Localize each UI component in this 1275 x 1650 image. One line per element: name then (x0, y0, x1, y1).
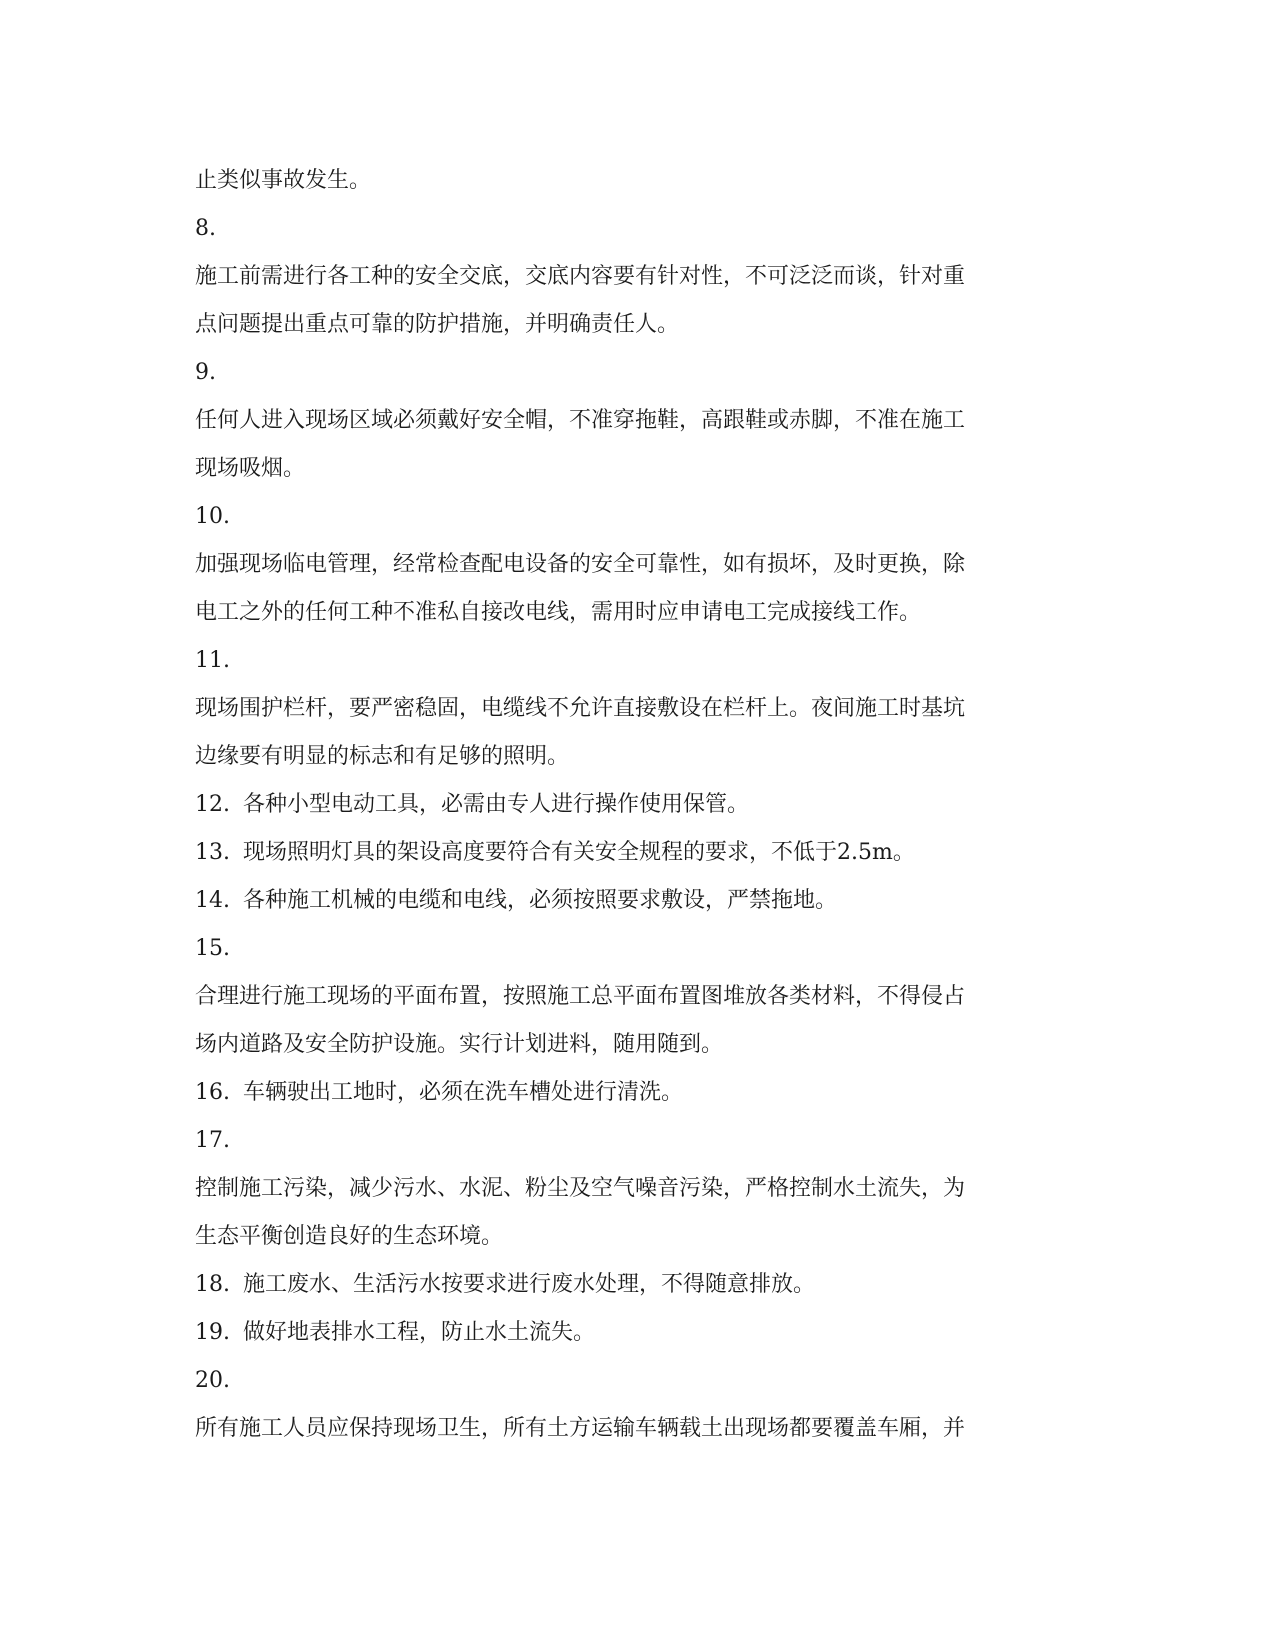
paragraph-line: 控制施工污染，减少污水、水泥、粉尘及空气噪音污染，严格控制水土流失，为 (195, 1176, 966, 1201)
item-number-line: 20. (195, 1368, 230, 1393)
item-number: 14. (195, 888, 230, 913)
list-item (195, 877, 1075, 925)
item-number-line: 17. (195, 1128, 230, 1153)
paragraph-line: 加强现场临电管理，经常检查配电设备的安全可靠性，如有损坏，及时更换，除 (195, 552, 966, 577)
list-item (195, 781, 1075, 829)
item-text: 做好地表排水工程，防止水土流失。 (243, 1320, 596, 1345)
item-number-line: 9. (195, 360, 216, 385)
paragraph-line: 施工前需进行各工种的安全交底，交底内容要有针对性，不可泛泛而谈，针对重 (195, 264, 966, 289)
paragraph-line: 现场围护栏杆，要严密稳固，电缆线不允许直接敷设在栏杆上。夜间施工时基坑 (195, 696, 966, 721)
item-number-line: 11. (195, 648, 230, 673)
list-item (195, 1069, 1075, 1117)
item-number-line: 10. (195, 504, 230, 529)
paragraph-line: 现场吸烟。 (195, 456, 306, 481)
item-text: 各种施工机械的电缆和电线，必须按照要求敷设，严禁拖地。 (243, 888, 838, 913)
item-text: 现场照明灯具的架设高度要符合有关安全规程的要求，不低于2.5m。 (243, 840, 915, 865)
item-number: 13. (195, 840, 230, 865)
paragraph-line: 任何人进入现场区域必须戴好安全帽，不准穿拖鞋，高跟鞋或赤脚，不准在施工 (195, 408, 966, 433)
paragraph-line: 合理进行施工现场的平面布置，按照施工总平面布置图堆放各类材料，不得侵占 (195, 984, 966, 1009)
paragraph-line: 电工之外的任何工种不准私自接改电线，需用时应申请电工完成接线工作。 (195, 600, 922, 625)
item-text: 车辆驶出工地时，必须在洗车槽处进行清洗。 (243, 1080, 684, 1105)
list-item (195, 1309, 1075, 1357)
paragraph-line: 点问题提出重点可靠的防护措施，并明确责任人。 (195, 312, 680, 337)
item-number: 18. (195, 1272, 230, 1297)
paragraph-line: 场内道路及安全防护设施。实行计划进料，随用随到。 (195, 1032, 724, 1057)
paragraph-line: 边缘要有明显的标志和有足够的照明。 (195, 744, 570, 769)
paragraph-line: 所有施工人员应保持现场卫生，所有土方运输车辆载土出现场都要覆盖车厢，并 (195, 1416, 966, 1441)
item-number: 12. (195, 792, 230, 817)
item-number-line: 8. (195, 216, 216, 241)
list-item (195, 829, 1075, 877)
paragraph-line: 生态平衡创造良好的生态环境。 (195, 1224, 504, 1249)
item-text: 施工废水、生活污水按要求进行废水处理，不得随意排放。 (243, 1272, 816, 1297)
item-text: 各种小型电动工具，必需由专人进行操作使用保管。 (243, 792, 750, 817)
paragraph-line: 止类似事故发生。 (195, 168, 372, 193)
item-number: 19. (195, 1320, 230, 1345)
document-body (195, 157, 1075, 1453)
item-number: 16. (195, 1080, 230, 1105)
item-number-line: 15. (195, 936, 230, 961)
list-item (195, 1261, 1075, 1309)
